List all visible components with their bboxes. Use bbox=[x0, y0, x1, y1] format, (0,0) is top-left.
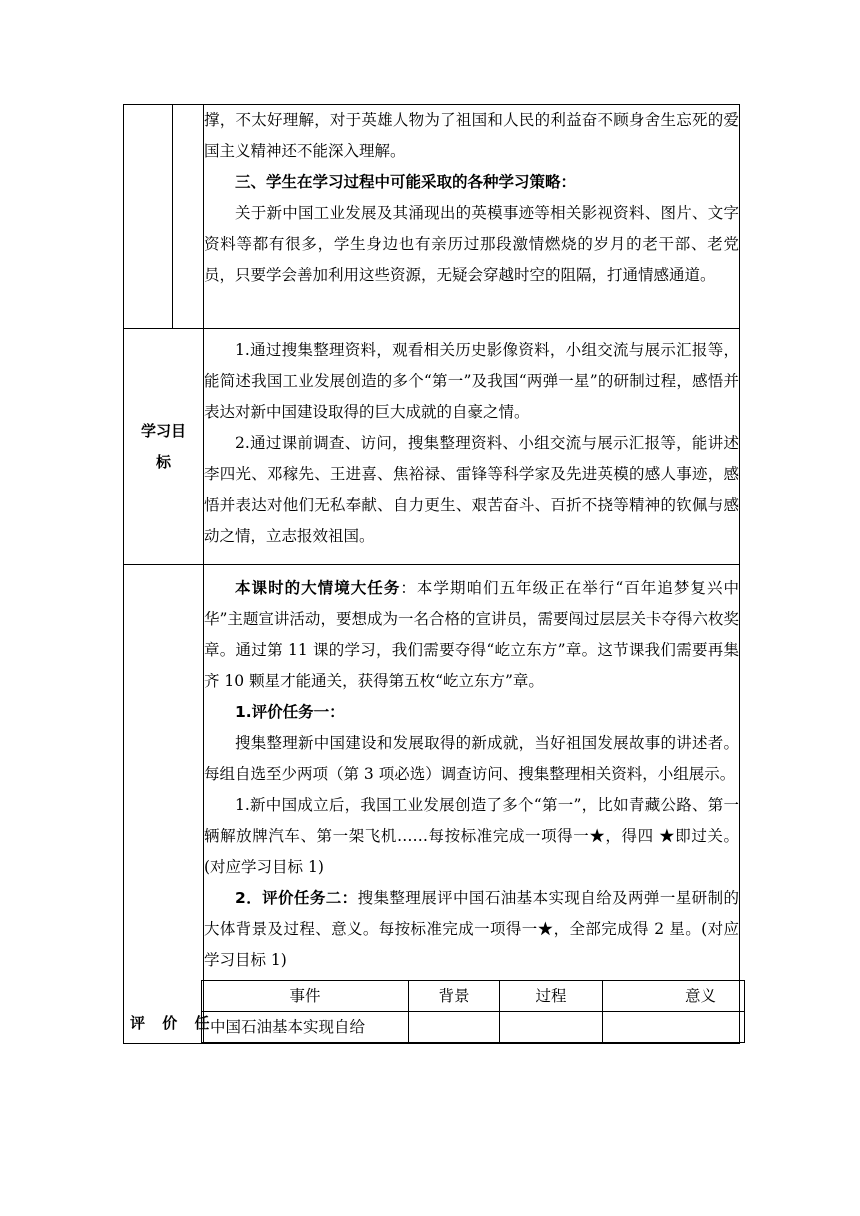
task2-title: 2．评价任务二： bbox=[235, 889, 358, 907]
row-process bbox=[500, 1012, 603, 1043]
header-background: 背景 bbox=[409, 981, 500, 1012]
strategy-heading: 三、学生在学习过程中可能采取的各种学习策略： bbox=[235, 173, 577, 191]
big-task-text: ：本学期咱们五年级正在举行“百年追梦复兴中华”主题宣讲活动，要想成为一名合格的宣讲员，需要闯过层层关卡夺得六枚奖章。通过第 11 课的学习，我们需要夺得“屹立东方”章。这节课我们需要再集齐 10 颗星才能通关，获得第五枚“屹立东方”章。 bbox=[204, 579, 739, 690]
task1-desc: 搜集整理新中国建设和发展取得的新成就，当好祖国发展故事的讲述者。每组自选至少两项（第 3 项必选）调查访问、搜集整理相关资料，小组展示。 bbox=[204, 734, 739, 783]
analysis-row bbox=[124, 105, 740, 329]
tasks-content bbox=[204, 565, 740, 1044]
row-significance bbox=[603, 1012, 745, 1043]
lesson-plan-table bbox=[123, 104, 740, 1044]
goals-label: 学习目标 bbox=[124, 329, 204, 565]
task1-item-1: 1.新中国成立后，我国工业发展创造了多个“第一”，比如青藏公路、第一辆解放牌汽车、第一架飞机……每按标准完成一项得一★，得四 ★即过关。(对应学习目标 1) bbox=[204, 796, 739, 876]
tasks-row bbox=[124, 565, 740, 1044]
task2-para bbox=[204, 883, 739, 976]
table-row bbox=[202, 1012, 745, 1043]
header-event: 事件 bbox=[202, 981, 409, 1012]
big-task-title: 本课时的大情境大任务 bbox=[235, 579, 401, 597]
goal-item-2: 2.通过课前调查、访问，搜集整理资料、小组交流与展示汇报等，能讲述李四光、邓稼先、王进喜、焦裕禄、雷锋等科学家及先进英模的感人事迹，感悟并表达对他们无私奉献、自力更生、艰苦奋斗、百折不挠等精神的钦佩与感动之情，立志报效祖国。 bbox=[204, 434, 739, 545]
analysis-para-1: 撑，不太好理解，对于英雄人物为了祖国和人民的利益奋不顾身舍生忘死的爱国主义精神还不能深入理解。 bbox=[204, 111, 739, 160]
events-table bbox=[201, 980, 745, 1043]
task1-title: 1.评价任务一： bbox=[235, 703, 345, 721]
row-background bbox=[409, 1012, 500, 1043]
row-event: 中国石油基本实现自给 bbox=[202, 1012, 409, 1043]
goals-row bbox=[124, 329, 740, 565]
analysis-content bbox=[204, 105, 740, 329]
events-header-row bbox=[202, 981, 745, 1012]
analysis-label-cell bbox=[124, 105, 173, 329]
header-process: 过程 bbox=[500, 981, 603, 1012]
goal-item-1: 1.通过搜集整理资料，观看相关历史影像资料，小组交流与展示汇报等，能简述我国工业发展创造的多个“第一”及我国“两弹一星”的研制过程，感悟并表达对新中国建设取得的巨大成就的自豪之情。 bbox=[204, 341, 739, 421]
strategy-para: 关于新中国工业发展及其涌现出的英模事迹等相关影视资料、图片、文字资料等都有很多，学生身边也有亲历过那段激情燃烧的岁月的老干部、老党员，只要学会善加利用这些资源，无疑会穿越时空的阻隔，打通情感通道。 bbox=[204, 204, 739, 284]
big-task-para bbox=[204, 573, 739, 697]
tasks-label: 评 价 任 bbox=[124, 565, 204, 1044]
goals-content bbox=[204, 329, 740, 565]
task2-text: 搜集整理展评中国石油基本实现自给及两弹一星研制的大体背景及过程、意义。每按标准完成一项得一★，全部完成得 2 星。(对应学习目标 1) bbox=[204, 889, 739, 969]
header-significance: 意义 bbox=[603, 981, 745, 1012]
analysis-sub-cell bbox=[173, 105, 204, 329]
